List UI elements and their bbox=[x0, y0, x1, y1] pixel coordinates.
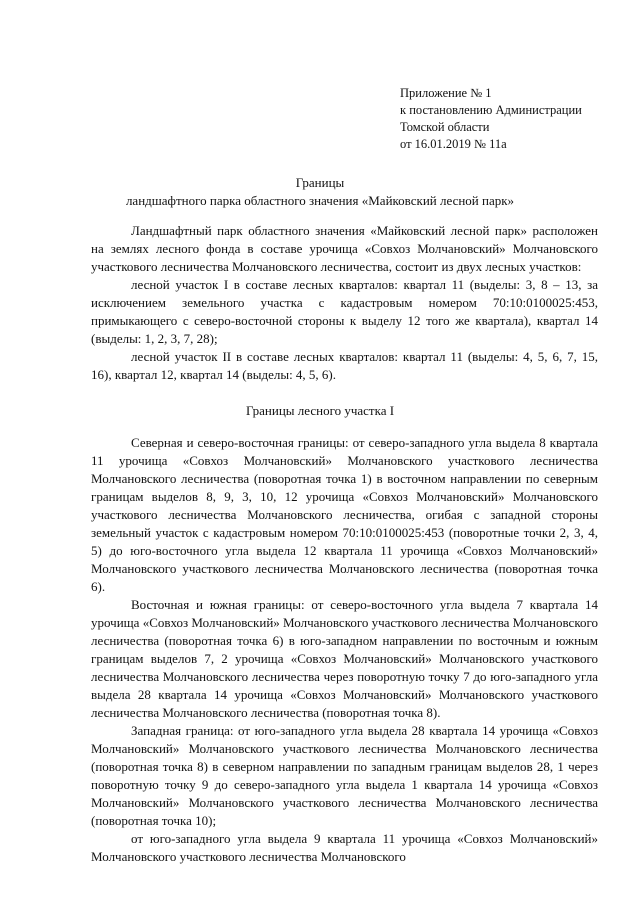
approval-line-4: от 16.01.2019 № 11а bbox=[400, 137, 507, 151]
intro-paragraph-2: лесной участок I в составе лесных кварталов: квартал 11 (выделы: 3, 8 – 13, за исключением земельного участка с кадастровым номером 70:10:0100025:453, примыкающего с северо-восточной стороны к выделу 12 того же квартала), квартал 14 (выделы: 1, 2, 3, 7, 28); bbox=[91, 277, 598, 346]
intro-paragraph-3: лесной участок II в составе лесных кварталов: квартал 11 (выделы: 4, 5, 6, 7, 15, 16), квартал 12, квартал 14 (выделы: 4, 5, 6). bbox=[91, 349, 598, 382]
section-1-body bbox=[91, 434, 598, 866]
approval-line-3: Томской области bbox=[400, 120, 490, 134]
section-1-paragraph-2: Восточная и южная границы: от северо-восточного угла выдела 7 квартала 14 урочища «Совхоз Молчановский» Молчановского участкового лесничества Молчановского лесничества (поворотная точка 6) в юго-западном направлении по восточным и южным границам выделов 7, 2 урочища «Совхоз Молчановский» Молчановского участкового лесничества Молчановского лесничества через поворотную точку 7 до юго-западного угла выдела 28 квартала 14 урочища «Совхоз Молчановский» Молчановского участкового лесничества Молчановского лесничества (поворотная точка 8). bbox=[91, 597, 598, 720]
section-1-paragraph-4: от юго-западного угла выдела 9 квартала 11 урочища «Совхоз Молчановский» Молчановского участкового лесничества Молчановского bbox=[91, 831, 598, 864]
intro-section bbox=[91, 222, 598, 384]
intro-paragraph-1: Ландшафтный парк областного значения «Майковский лесной парк» расположен на землях лесного фонда в составе урочища «Совхоз Молчановский» Молчановского участкового лесничества Молчановского лесничества, состоит из двух лесных участков: bbox=[91, 223, 598, 274]
section-1-paragraph-3: Западная граница: от юго-западного угла выдела 28 квартала 14 урочища «Совхоз Молчановский» Молчановского участкового лесничества Молчановского лесничества (поворотная точка 8) в северном направлении по западным границам выделов 28, 1 через поворотную точку 9 до северо-западного угла выдела 1 квартала 14 урочища «Совхоз Молчановский» Молчановского участкового лесничества Молчановского лесничества (поворотная точка 10); bbox=[91, 723, 598, 828]
approval-line-1: Приложение № 1 bbox=[400, 86, 492, 100]
heading-line-1: Границы bbox=[295, 175, 345, 190]
approval-block bbox=[400, 85, 630, 153]
heading-line-2: ландшафтного парка областного значения «Майковский лесной парк» bbox=[125, 193, 515, 208]
section-1-paragraph-1: Северная и северо-восточная границы: от северо-западного угла выдела 8 квартала 11 урочища «Совхоз Молчановский» Молчановского участкового лесничества Молчановского лесничества (поворотная точка 1) в восточном направлении по северным границам выделов 8, 9, 3, 10, 12 урочища «Совхоз Молчановский» Молчановского участкового лесничества Молчановского лесничества, огибая с западной стороны земельный участок с кадастровым номером 70:10:0100025:453 (поворотные точки 2, 3, 4, 5) до юго-восточного угла выдела 12 квартала 11 урочища «Совхоз Молчановский» Молчановского участкового лесничества Молчановского лесничества (поворотная точка 6). bbox=[91, 435, 598, 594]
approval-line-2: к постановлению Администрации bbox=[400, 103, 582, 117]
section-1-title: Границы лесного участка I bbox=[245, 403, 395, 418]
